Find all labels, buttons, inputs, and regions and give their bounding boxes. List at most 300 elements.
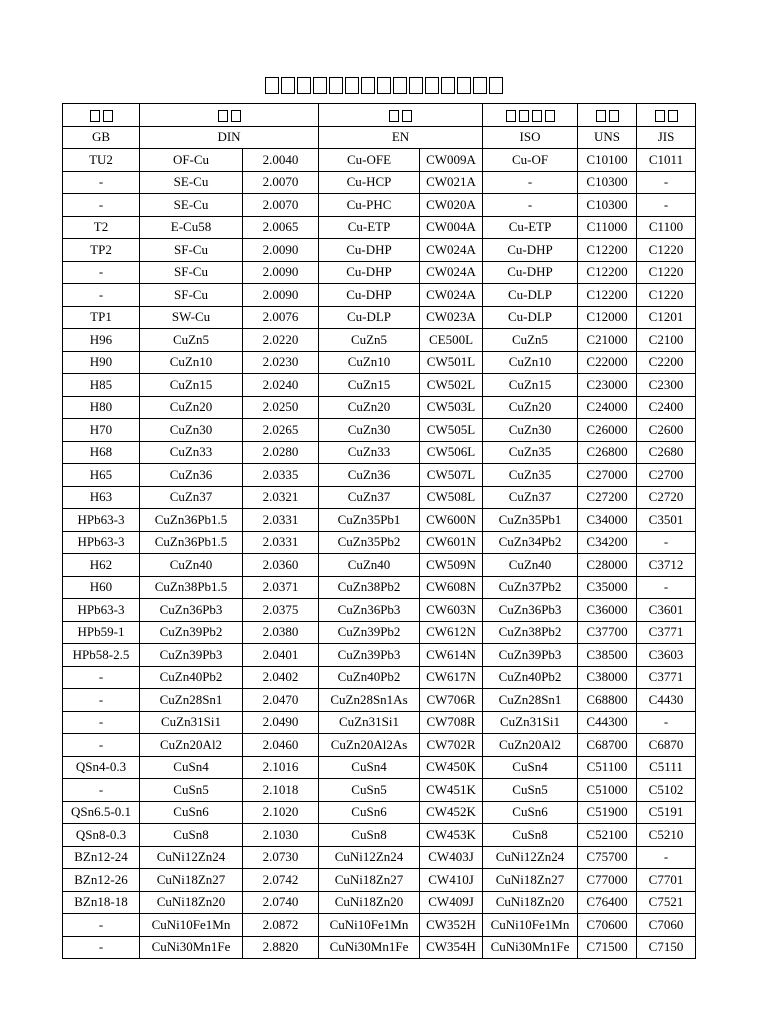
table-cell: CuSn5 [483, 779, 578, 802]
table-cell: H96 [63, 329, 140, 352]
table-cell: CuZn38Pb1.5 [140, 576, 243, 599]
table-cell: CuSn4 [319, 756, 420, 779]
table-cell: C3771 [637, 621, 696, 644]
table-cell: C1220 [637, 261, 696, 284]
title-glyph-box [361, 77, 375, 94]
table-cell: CW501L [420, 351, 483, 374]
table-cell: C3771 [637, 666, 696, 689]
table-cell: C71500 [578, 936, 637, 959]
title-glyph-box [425, 77, 439, 94]
table-cell: Cu-ETP [319, 216, 420, 239]
table-cell: CW502L [420, 374, 483, 397]
table-cell: CuZn33 [319, 441, 420, 464]
table-cell: C7060 [637, 914, 696, 937]
table-cell: C7521 [637, 891, 696, 914]
table-cell: CuZn31Si1 [483, 711, 578, 734]
table-cell: CuNi18Zn27 [319, 869, 420, 892]
table-cell: C10300 [578, 194, 637, 217]
title-glyph-box [489, 77, 503, 94]
table-cell: C44300 [578, 711, 637, 734]
table-cell: CW608N [420, 576, 483, 599]
table-cell: CuZn30 [483, 419, 578, 442]
table-cell: CuSn6 [140, 801, 243, 824]
table-row [63, 194, 696, 217]
table-cell: CuNi12Zn24 [140, 846, 243, 869]
table-row [63, 891, 696, 914]
table-cell: CW450K [420, 756, 483, 779]
table-cell: CuZn37 [140, 486, 243, 509]
table-cell: CW024A [420, 239, 483, 262]
table-cell: C10100 [578, 149, 637, 172]
table-cell: 2.0331 [243, 531, 319, 554]
header-glyph-box [389, 110, 399, 122]
table-cell: CuSn6 [319, 801, 420, 824]
table-row [63, 306, 696, 329]
header-glyph-box [532, 110, 542, 122]
table-cell: OF-Cu [140, 149, 243, 172]
table-cell: SE-Cu [140, 194, 243, 217]
table-cell: HPb63-3 [63, 531, 140, 554]
table-row [63, 509, 696, 532]
title-glyph-box [345, 77, 359, 94]
table-cell: TU2 [63, 149, 140, 172]
table-cell: BZn12-26 [63, 869, 140, 892]
table-cell: CuZn20Al2As [319, 734, 420, 757]
table-cell: CuZn39Pb2 [140, 621, 243, 644]
table-cell: 2.0240 [243, 374, 319, 397]
table-cell: CuZn20 [319, 396, 420, 419]
table-cell: CuZn37 [483, 486, 578, 509]
table-cell: CuNi30Mn1Fe [483, 936, 578, 959]
table-cell: CuZn20Al2 [483, 734, 578, 757]
table-cell: CuNi12Zn24 [319, 846, 420, 869]
table-cell: SF-Cu [140, 239, 243, 262]
table-cell: CuZn36 [140, 464, 243, 487]
table-cell: CuZn36Pb3 [319, 599, 420, 622]
table-cell: Cu-DHP [483, 261, 578, 284]
table-cell: C70600 [578, 914, 637, 937]
table-cell: CW601N [420, 531, 483, 554]
table-cell: CW603N [420, 599, 483, 622]
table-row [63, 171, 696, 194]
table-row [63, 824, 696, 847]
table-cell: C12000 [578, 306, 637, 329]
table-cell: CuZn36Pb1.5 [140, 509, 243, 532]
table-cell: C77000 [578, 869, 637, 892]
table-cell: CW702R [420, 734, 483, 757]
table-cell: H70 [63, 419, 140, 442]
table-cell: Cu-DHP [319, 284, 420, 307]
table-cell: 2.0742 [243, 869, 319, 892]
table-cell: C5191 [637, 801, 696, 824]
table-cell: C22000 [578, 351, 637, 374]
title-glyph-box [409, 77, 423, 94]
title-glyph-box [281, 77, 295, 94]
table-row [63, 576, 696, 599]
table-cell: CW452K [420, 801, 483, 824]
table-cell: C2300 [637, 374, 696, 397]
table-cell: CW451K [420, 779, 483, 802]
table-cell: - [637, 711, 696, 734]
header-cell [140, 104, 319, 127]
table-cell: C12200 [578, 284, 637, 307]
table-cell: 2.8820 [243, 936, 319, 959]
title-glyph-box [265, 77, 279, 94]
table-cell: C37700 [578, 621, 637, 644]
table-cell: C26800 [578, 441, 637, 464]
table-cell: CW507L [420, 464, 483, 487]
table-row [63, 261, 696, 284]
table-cell: C21000 [578, 329, 637, 352]
standard-cell: EN [319, 126, 483, 149]
table-cell: C1220 [637, 239, 696, 262]
table-cell: C1201 [637, 306, 696, 329]
table-cell: CuZn40Pb2 [483, 666, 578, 689]
table-cell: CuZn36 [319, 464, 420, 487]
table-cell: CuNi10Fe1Mn [483, 914, 578, 937]
table-cell: CuSn5 [140, 779, 243, 802]
table-cell: 2.0090 [243, 239, 319, 262]
table-cell: CuZn39Pb3 [483, 644, 578, 667]
table-cell: CW410J [420, 869, 483, 892]
table-cell: CuZn10 [140, 351, 243, 374]
table-cell: CW023A [420, 306, 483, 329]
table-cell: CW614N [420, 644, 483, 667]
table-cell: C6870 [637, 734, 696, 757]
table-cell: CuSn4 [483, 756, 578, 779]
table-cell: CW352H [420, 914, 483, 937]
table-cell: CW506L [420, 441, 483, 464]
table-row [63, 419, 696, 442]
table-cell: QSn8-0.3 [63, 824, 140, 847]
table-cell: Cu-ETP [483, 216, 578, 239]
table-row [63, 464, 696, 487]
header-glyph-box [218, 110, 228, 122]
table-cell: 2.0402 [243, 666, 319, 689]
table-cell: C10300 [578, 171, 637, 194]
table-row [63, 801, 696, 824]
title-glyph-box [441, 77, 455, 94]
table-row [63, 149, 696, 172]
header-glyph-box [609, 110, 619, 122]
table-cell: 2.0070 [243, 171, 319, 194]
table-row [63, 846, 696, 869]
table-cell: CuZn36Pb3 [483, 599, 578, 622]
copper-alloy-grade-table [62, 103, 696, 959]
header-glyph-box [545, 110, 555, 122]
header-glyph-box [519, 110, 529, 122]
table-cell: CuZn31Si1 [140, 711, 243, 734]
table-cell: CuZn37 [319, 486, 420, 509]
table-cell: CuNi30Mn1Fe [319, 936, 420, 959]
table-row [63, 621, 696, 644]
standards-row [63, 126, 696, 149]
header-glyph-box [103, 110, 113, 122]
table-cell: HPb59-1 [63, 621, 140, 644]
table-cell: CW453K [420, 824, 483, 847]
table-cell: CuZn36Pb1.5 [140, 531, 243, 554]
table-cell: CuZn28Sn1 [140, 689, 243, 712]
header-cell [637, 104, 696, 127]
standard-cell: GB [63, 126, 140, 149]
table-cell: 2.0380 [243, 621, 319, 644]
table-cell: CuZn10 [483, 351, 578, 374]
table-cell: CuZn40Pb2 [140, 666, 243, 689]
table-cell: 2.0280 [243, 441, 319, 464]
table-cell: - [63, 734, 140, 757]
table-cell: BZn18-18 [63, 891, 140, 914]
header-cell [483, 104, 578, 127]
table-cell: H62 [63, 554, 140, 577]
table-cell: H65 [63, 464, 140, 487]
table-cell: T2 [63, 216, 140, 239]
table-cell: Cu-OFE [319, 149, 420, 172]
table-cell: SW-Cu [140, 306, 243, 329]
header-glyph-box [402, 110, 412, 122]
table-cell: CW505L [420, 419, 483, 442]
table-cell: CuZn35 [483, 464, 578, 487]
table-cell: C51100 [578, 756, 637, 779]
header-cell [578, 104, 637, 127]
table-cell: CuZn40 [140, 554, 243, 577]
table-cell: CuZn35Pb1 [319, 509, 420, 532]
table-cell: C68800 [578, 689, 637, 712]
table-cell: C2600 [637, 419, 696, 442]
table-cell: QSn6.5-0.1 [63, 801, 140, 824]
table-row [63, 779, 696, 802]
table-cell: H90 [63, 351, 140, 374]
table-cell: C4430 [637, 689, 696, 712]
table-cell: CuZn15 [319, 374, 420, 397]
table-cell: H63 [63, 486, 140, 509]
header-glyph-box [596, 110, 606, 122]
table-row [63, 554, 696, 577]
title-glyph-box [473, 77, 487, 94]
table-cell: CuZn28Sn1 [483, 689, 578, 712]
header-cell [319, 104, 483, 127]
table-cell: E-Cu58 [140, 216, 243, 239]
table-cell: C36000 [578, 599, 637, 622]
table-row [63, 441, 696, 464]
table-cell: - [63, 711, 140, 734]
table-cell: C26000 [578, 419, 637, 442]
table-row [63, 329, 696, 352]
table-cell: CW004A [420, 216, 483, 239]
table-cell: C34000 [578, 509, 637, 532]
table-cell: 2.0220 [243, 329, 319, 352]
table-cell: CuNi18Zn20 [140, 891, 243, 914]
table-cell: CW024A [420, 284, 483, 307]
table-row [63, 531, 696, 554]
table-cell: CuZn31Si1 [319, 711, 420, 734]
table-cell: CuNi18Zn27 [483, 869, 578, 892]
table-cell: 2.0331 [243, 509, 319, 532]
table-row [63, 936, 696, 959]
table-row [63, 239, 696, 262]
table-cell: CW509N [420, 554, 483, 577]
table-cell: C11000 [578, 216, 637, 239]
table-cell: 2.1016 [243, 756, 319, 779]
table-cell: C7701 [637, 869, 696, 892]
table-cell: CuZn40 [483, 554, 578, 577]
table-cell: CuSn4 [140, 756, 243, 779]
table-cell: - [483, 171, 578, 194]
table-cell: 2.0090 [243, 284, 319, 307]
table-cell: 2.0360 [243, 554, 319, 577]
table-cell: CuNi10Fe1Mn [140, 914, 243, 937]
title-glyph-box [313, 77, 327, 94]
table-cell: 2.1030 [243, 824, 319, 847]
title-glyph-box [297, 77, 311, 94]
table-cell: CuZn5 [319, 329, 420, 352]
table-cell: Cu-HCP [319, 171, 420, 194]
table-cell: CW009A [420, 149, 483, 172]
table-cell: - [63, 284, 140, 307]
table-cell: 2.0076 [243, 306, 319, 329]
table-cell: C2680 [637, 441, 696, 464]
table-cell: 2.0265 [243, 419, 319, 442]
table-cell: C75700 [578, 846, 637, 869]
table-cell: CuZn33 [140, 441, 243, 464]
table-cell: SF-Cu [140, 261, 243, 284]
table-cell: C3501 [637, 509, 696, 532]
table-cell: CuNi12Zn24 [483, 846, 578, 869]
table-cell: - [637, 194, 696, 217]
table-cell: - [637, 846, 696, 869]
table-cell: Cu-DHP [483, 239, 578, 262]
table-cell: CW021A [420, 171, 483, 194]
header-glyph-box [668, 110, 678, 122]
table-cell: 2.0470 [243, 689, 319, 712]
table-row [63, 666, 696, 689]
table-cell: CuZn20 [483, 396, 578, 419]
table-cell: CuSn8 [483, 824, 578, 847]
table-cell: C3601 [637, 599, 696, 622]
title-glyph-box [457, 77, 471, 94]
table-cell: C5111 [637, 756, 696, 779]
table-cell: 2.0371 [243, 576, 319, 599]
table-cell: C5102 [637, 779, 696, 802]
table-cell: CW600N [420, 509, 483, 532]
table-cell: 2.0490 [243, 711, 319, 734]
table-cell: CW503L [420, 396, 483, 419]
table-cell: 2.0040 [243, 149, 319, 172]
table-row [63, 644, 696, 667]
table-cell: C24000 [578, 396, 637, 419]
table-cell: - [637, 531, 696, 554]
table-cell: 2.0250 [243, 396, 319, 419]
table-cell: HPb63-3 [63, 509, 140, 532]
table-row [63, 734, 696, 757]
table-cell: CuSn8 [140, 824, 243, 847]
standard-cell: UNS [578, 126, 637, 149]
table-cell: C35000 [578, 576, 637, 599]
table-cell: CuZn5 [483, 329, 578, 352]
table-cell: CW020A [420, 194, 483, 217]
table-cell: C38500 [578, 644, 637, 667]
table-cell: - [63, 689, 140, 712]
standard-cell: ISO [483, 126, 578, 149]
table-cell: 2.0375 [243, 599, 319, 622]
table-cell: CW024A [420, 261, 483, 284]
table-cell: SE-Cu [140, 171, 243, 194]
table-cell: CuZn10 [319, 351, 420, 374]
table-cell: CuZn34Pb2 [483, 531, 578, 554]
table-cell: CuSn8 [319, 824, 420, 847]
table-cell: BZn12-24 [63, 846, 140, 869]
table-cell: CE500L [420, 329, 483, 352]
table-cell: CuNi18Zn20 [483, 891, 578, 914]
table-cell: TP2 [63, 239, 140, 262]
table-cell: 2.0070 [243, 194, 319, 217]
table-cell: C23000 [578, 374, 637, 397]
table-cell: - [63, 914, 140, 937]
table-cell: CuZn30 [319, 419, 420, 442]
table-cell: - [63, 171, 140, 194]
table-cell: CuZn35 [483, 441, 578, 464]
table-cell: C5210 [637, 824, 696, 847]
table-row [63, 711, 696, 734]
table-cell: Cu-DHP [319, 239, 420, 262]
table-cell: QSn4-0.3 [63, 756, 140, 779]
table-cell: CW706R [420, 689, 483, 712]
table-cell: CW612N [420, 621, 483, 644]
table-row [63, 216, 696, 239]
table-cell: H60 [63, 576, 140, 599]
header-glyph-box [231, 110, 241, 122]
table-cell: 2.0401 [243, 644, 319, 667]
table-cell: C38000 [578, 666, 637, 689]
header-glyph-box [506, 110, 516, 122]
table-row [63, 914, 696, 937]
table-cell: HPb58-2.5 [63, 644, 140, 667]
table-cell: CuNi30Mn1Fe [140, 936, 243, 959]
table-cell: - [63, 261, 140, 284]
table-cell: H80 [63, 396, 140, 419]
table-cell: CuNi18Zn27 [140, 869, 243, 892]
title-glyph-box [329, 77, 343, 94]
table-cell: CuZn20 [140, 396, 243, 419]
table-cell: CW403J [420, 846, 483, 869]
table-cell: C1011 [637, 149, 696, 172]
table-cell: C12200 [578, 239, 637, 262]
table-cell: CuZn39Pb2 [319, 621, 420, 644]
table-cell: - [637, 576, 696, 599]
standard-cell: JIS [637, 126, 696, 149]
table-row [63, 351, 696, 374]
table-cell: H68 [63, 441, 140, 464]
table-cell: CuZn38Pb2 [319, 576, 420, 599]
table-cell: H85 [63, 374, 140, 397]
table-cell: CuZn15 [483, 374, 578, 397]
standard-cell: DIN [140, 126, 319, 149]
table-cell: - [63, 194, 140, 217]
table-cell: C2700 [637, 464, 696, 487]
table-cell: C2720 [637, 486, 696, 509]
table-row [63, 284, 696, 307]
table-row [63, 396, 696, 419]
table-cell: CuNi10Fe1Mn [319, 914, 420, 937]
table-cell: CuZn36Pb3 [140, 599, 243, 622]
document-title [0, 72, 768, 98]
table-row [63, 756, 696, 779]
title-glyph-box [393, 77, 407, 94]
table-cell: C2100 [637, 329, 696, 352]
table-cell: TP1 [63, 306, 140, 329]
table-cell: CW409J [420, 891, 483, 914]
table-cell: CuZn30 [140, 419, 243, 442]
table-cell: CuZn40 [319, 554, 420, 577]
